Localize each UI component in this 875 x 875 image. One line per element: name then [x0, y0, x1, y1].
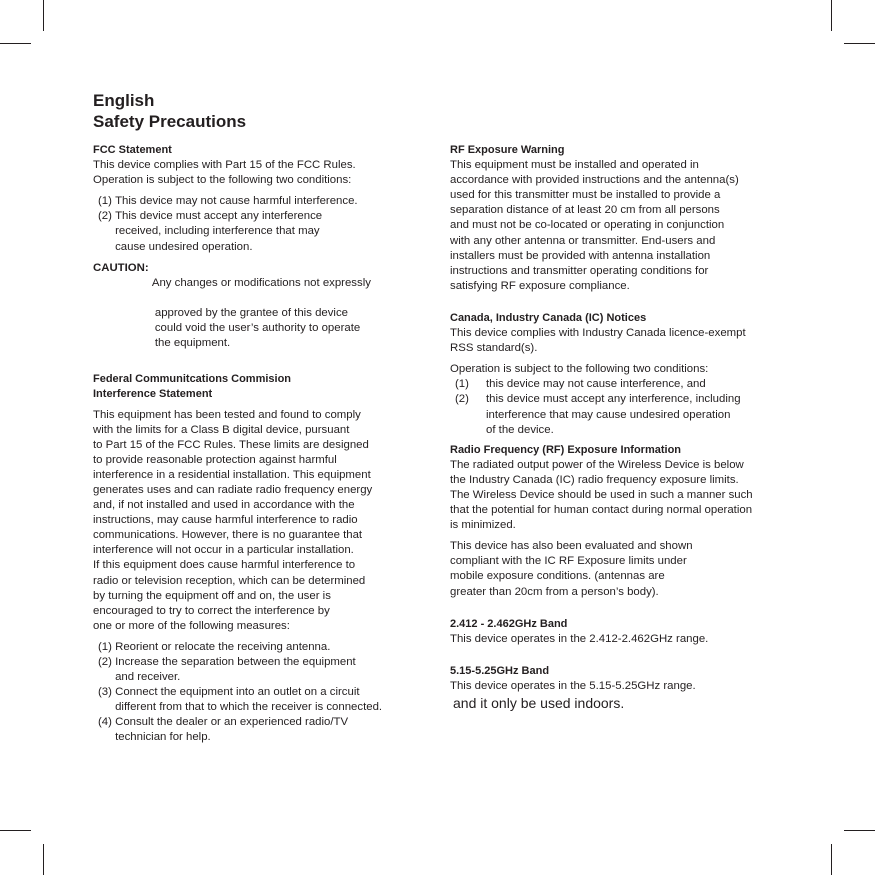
list-number: (1) [455, 378, 469, 391]
list-item [98, 209, 423, 254]
list-text: this device must accept any interference, including interference that may cause undesired operation of the device. [486, 393, 741, 436]
list-text: this device may not cause interference, and [486, 378, 706, 391]
list-number: (1) [98, 195, 116, 208]
list-text: Consult the dealer or an experienced radio/TV technician for help. [115, 716, 349, 744]
list-number: (2) [98, 656, 116, 668]
crop-mark [0, 43, 31, 44]
fcc-intro: This device complies with Part 15 of the FCC Rules. Operation is subject to the following two conditions: [93, 159, 356, 187]
list-number: (1) [98, 640, 116, 653]
rf-warning-body: This equipment must be installed and operated in accordance with provided instructions and the antenna(s) used for this transmitter must be installed to provide a separation distance of at least 20 cm from all persons and must not be co-located or operating in conjunction with any other antenna or transmitter. End-users and installers must be provided with antenna installation instructions and transmitter operating conditions for satisfying RF exposure compliance. [450, 159, 739, 292]
crop-mark [831, 0, 832, 31]
list-text: This device may not cause harmful interference. [115, 195, 358, 208]
federal-body: This equipment has been tested and found to comply with the limits for a Class B digital device, pursuant to Part 15 of the FCC Rules. These limits are designed to provide reasonable protection against harmful interference in a residential installation. This equipment generates uses and can radiate radio frequency energy and, if not installed and used in accordance with the instructions, may cause harmful interference to radio communications. However, there is no guarantee that interference will not occur in a particular installation. If this equipment does cause harmful interference to radio or television reception, which can be determined by turning the equipment off and on, the user is encouraged to try to correct the interference by one or more of the following measures: [93, 408, 373, 632]
list-text: Reorient or relocate the receiving antenna. [115, 640, 331, 653]
band-24-body: This device operates in the 2.412-2.462GHz range. [450, 632, 709, 645]
band-24-heading: 2.412 - 2.462GHz Band [450, 617, 568, 630]
federal-heading: Federal Communitcations Commision Interference Statement [93, 373, 292, 401]
crop-mark [43, 844, 44, 875]
caution-block [93, 261, 423, 367]
fcc-conditions-list [98, 194, 423, 254]
band-5-body: This device operates in the 5.15-5.25GHz range. [450, 679, 696, 692]
list-item [98, 685, 423, 715]
page-title: Safety Precautions [93, 112, 247, 131]
crop-mark [831, 844, 832, 875]
list-number: (2) [98, 210, 116, 223]
list-item [98, 715, 423, 745]
list-item [455, 392, 795, 437]
list-text: Connect the equipment into an outlet on a circuit different from that to which the receiver is connected. [115, 686, 383, 714]
fcc-heading: FCC Statement [93, 144, 172, 156]
caution-label: CAUTION: [93, 261, 152, 274]
caution-continuation: approved by the grantee of this device could void the user’s authority to operate the equipment. [154, 306, 361, 350]
list-text: Increase the separation between the equipment and receiver. [115, 656, 356, 684]
rf-info-body: The radiated output power of the Wireless Device is below the Industry Canada (IC) radio frequency exposure limits. The Wireless Device should be used in such a manner such that the potential for human contact during normal operation is minimized. [450, 458, 753, 532]
crop-mark [43, 0, 44, 31]
canada-heading: Canada, Industry Canada (IC) Notices [450, 311, 647, 324]
band-5-heading: 5.15-5.25GHz Band [450, 664, 550, 677]
caution-first-line: Any changes or modifications not expressly [151, 276, 371, 289]
rf-info-body-2: This device has also been evaluated and shown compliant with the IC RF Exposure limits under mobile exposure conditions. (antennas are greater than 20cm from a person’s body). [450, 540, 693, 598]
list-number: (4) [98, 716, 116, 729]
caution-text [152, 261, 371, 367]
left-column [93, 143, 423, 746]
list-text: This device must accept any interference received, including interference that may cause undesired operation. [115, 210, 323, 253]
canada-intro: This device complies with Industry Canada licence-exempt RSS standard(s). [450, 327, 746, 355]
right-column [450, 143, 795, 712]
list-item [98, 640, 423, 655]
crop-mark [844, 830, 875, 831]
indoor-only-note: and it only be used indoors. [453, 695, 625, 711]
canada-conditions-list [455, 377, 795, 437]
crop-mark [844, 43, 875, 44]
list-item [98, 194, 423, 209]
list-number: (2) [455, 393, 469, 406]
list-number: (3) [98, 686, 116, 699]
language-label: English [93, 91, 155, 110]
federal-measures-list [98, 640, 423, 746]
crop-mark [0, 830, 31, 831]
document-title [93, 90, 246, 132]
list-item [455, 377, 795, 392]
list-item [98, 655, 423, 685]
rf-info-heading: Radio Frequency (RF) Exposure Information [450, 443, 682, 456]
rf-warning-heading: RF Exposure Warning [450, 144, 565, 156]
canada-conditions-intro: Operation is subject to the following two conditions: [450, 363, 709, 376]
